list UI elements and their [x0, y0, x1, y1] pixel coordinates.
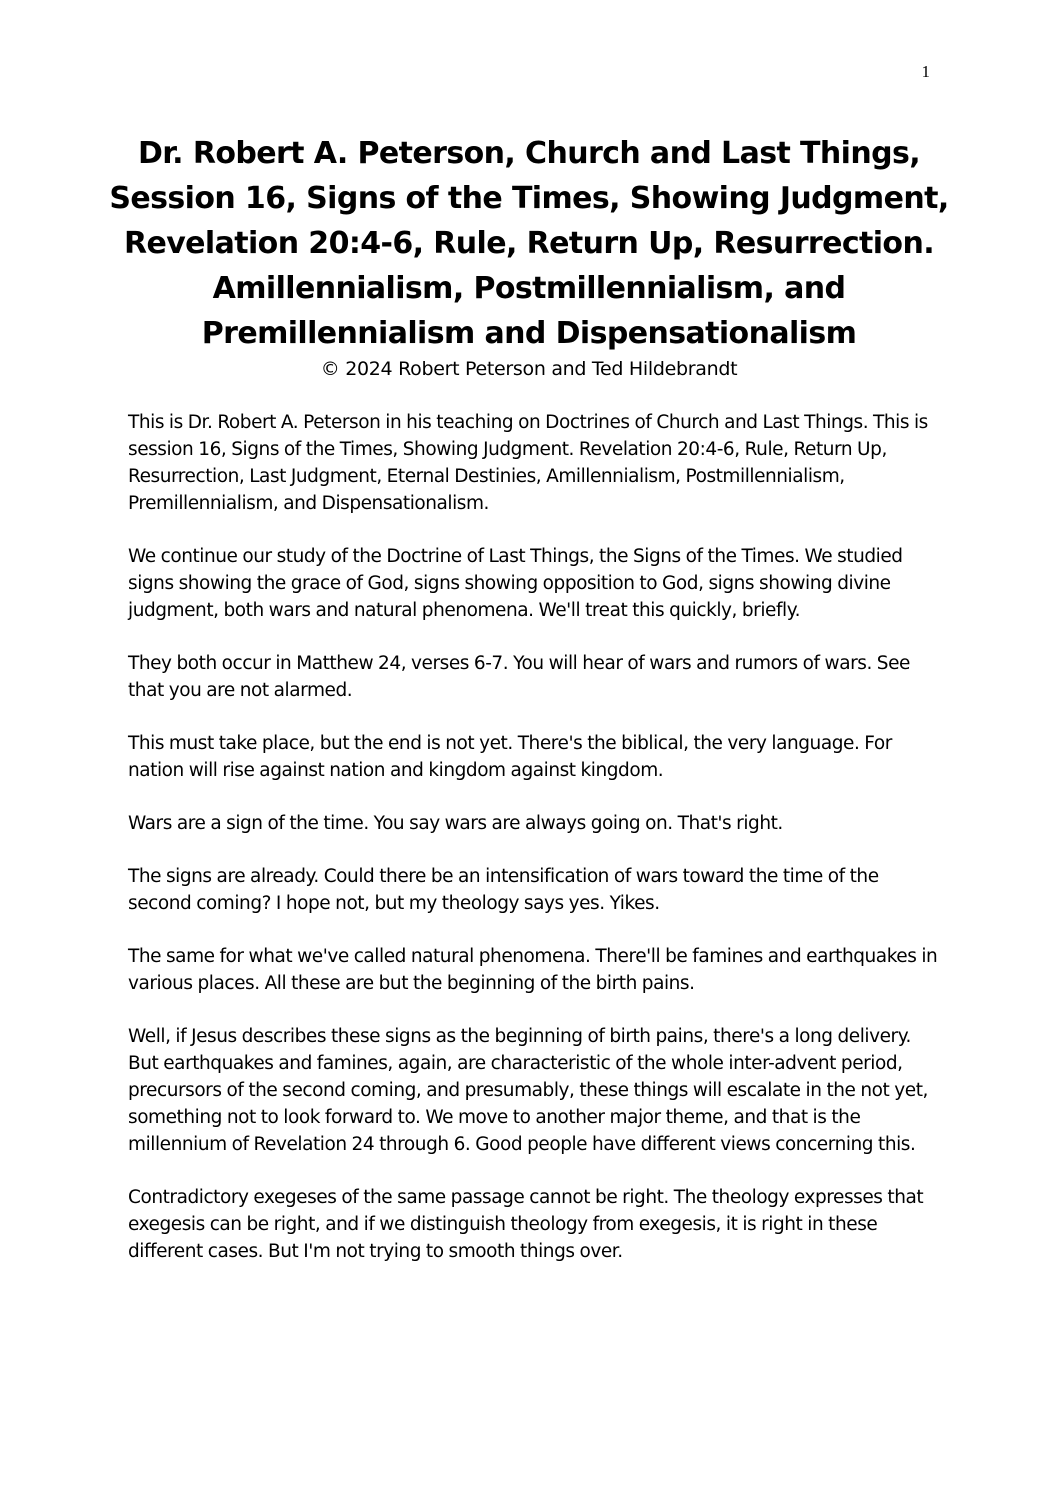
paragraph: We continue our study of the Doctrine of Last Things, the Signs of the Times. We studied signs showing the grace of God, signs showing opposition to God, signs showing divine judgment, both wars and natural phenomena. We'll treat this quickly, briefly.	[128, 546, 903, 621]
page-number: 1	[921, 62, 930, 81]
document-title: Dr. Robert A. Peterson, Church and Last Things, Session 16, Signs of the Times, Showing Judgment, Revelation 20:4-6, Rule, Return Up, Resurrection. Amillennialism, Postmillennialism, and Premillennialism and Dispensationalism	[109, 136, 949, 351]
paragraph: Well, if Jesus describes these signs as the beginning of birth pains, there's a long delivery. But earthquakes and famines, again, are characteristic of the whole inter-advent period, precursors of the second coming, and presumably, these things will escalate in the not yet, something not to look forward to. We move to another major theme, and that is the millennium of Revelation 24 through 6. Good people have different views concerning this.	[128, 1026, 928, 1155]
copyright-line: © 2024 Robert Peterson and Ted Hildebrandt	[320, 358, 738, 380]
paragraph: This must take place, but the end is not yet. There's the biblical, the very language. For nation will rise against nation and kingdom against kingdom.	[128, 733, 892, 781]
body-text	[128, 409, 940, 1291]
paragraph: The signs are already. Could there be an intensification of wars toward the time of the second coming? I hope not, but my theology says yes. Yikes.	[128, 866, 879, 914]
paragraph: Wars are a sign of the time. You say wars are always going on. That's right.	[128, 813, 783, 834]
paragraph: They both occur in Matthew 24, verses 6-7. You will hear of wars and rumors of wars. See that you are not alarmed.	[128, 653, 910, 701]
title-block	[100, 131, 958, 382]
paragraph: Contradictory exegeses of the same passage cannot be right. The theology expresses that exegesis can be right, and if we distinguish theology from exegesis, it is right in these different cases. But I'm not trying to smooth things over.	[128, 1187, 924, 1262]
paragraph: The same for what we've called natural phenomena. There'll be famines and earthquakes in various places. All these are but the beginning of the birth pains.	[128, 946, 938, 994]
paragraph: This is Dr. Robert A. Peterson in his teaching on Doctrines of Church and Last Things. This is session 16, Signs of the Times, Showing Judgment. Revelation 20:4-6, Rule, Return Up, Resurrection, Last Judgment, Eternal Destinies, Amillennialism, Postmillennialism, Premillennialism, and Dispensationalism.	[128, 412, 928, 514]
